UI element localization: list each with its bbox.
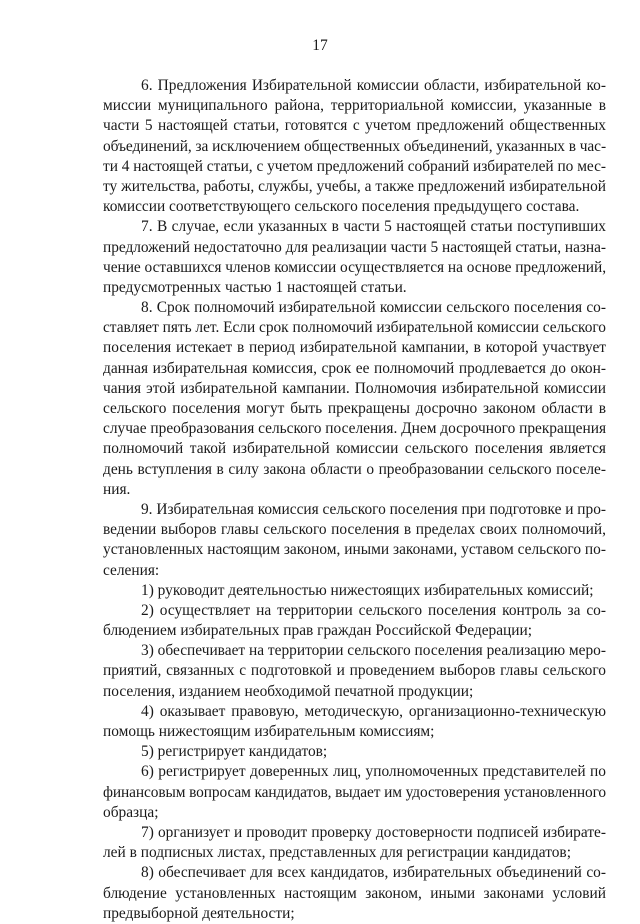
text-line: 6. Предложения Избирательной комиссии области, избирательной ко- [141,77,606,94]
text-line: 7. В случае, если указанных в части 5 настоящей статьи поступивших [141,218,606,236]
text-line: ту жительства, работы, службы, учебы, а также предложений избирательной [103,177,606,195]
text-line: чания этой избирательной кампании. Полномочия избирательной комиссии [103,379,606,397]
text-line: объединений, за исключением общественных объединений, указанных в час- [103,137,607,155]
text-line: миссии муниципального района, территориальной комиссии, указанные в [103,97,606,115]
text-line: приятий, связанных с подготовкой и проведением выборов главы сельского [103,662,606,680]
text-line: предусмотренных частью 1 настоящей статьи. [103,278,407,296]
text-line: ти 4 настоящей статьи, с учетом предложений собраний избирателей по мес- [103,157,607,175]
text-line: блюдение установленных настоящим законом, иными законами условий [103,884,606,902]
text-line: лей в подписных листах, представленных для регистрации кандидатов; [103,844,571,862]
text-line: установленных настоящим законом, иными законами, уставом сельского по- [103,541,606,559]
text-line: 8. Срок полномочий избирательной комиссии сельского поселения со- [141,299,606,317]
text-line: финансовым вопросам кандидатов, выдает им удостоверения установленного [103,783,606,801]
text-line: 1) руководит деятельностью нижестоящих избирательных комиссий; [141,581,594,599]
text-line: предвыборной деятельности; [103,904,295,922]
page-number: 17 [312,37,328,54]
text-line: образца; [103,803,159,821]
text-line: 5) регистрирует кандидатов; [141,743,328,761]
text-line: данная избирательная комиссия, срок ее полномочий продлевается до окон- [103,359,606,377]
text-line: ния. [103,480,131,498]
text-line: 7) организует и проводит проверку достоверности подписей избирате- [141,823,606,841]
text-line: 6) регистрирует доверенных лиц, уполномоченных представителей по [141,763,606,781]
text-line: сельского поселения могут быть прекращены досрочно законом области в [103,400,606,417]
text-line: помощь нижестоящим избирательным комиссиям; [103,723,435,740]
text-line: день вступления в силу закона области о преобразовании сельского поселе- [103,460,606,478]
text-line: поселения, изданием необходимой печатной продукции; [103,682,474,700]
text-line: 3) обеспечивает на территории сельского поселения реализацию меро- [141,642,606,660]
text-line: 2) осуществляет на территории сельского поселения контроль за со- [141,601,606,619]
text-line: 4) оказывает правовую, методическую, организационно-техническую [141,702,606,720]
text-line: чение оставшихся членов комиссии осуществляется на основе предложений, [103,258,607,276]
text-line: предложений недостаточно для реализации части 5 настоящей статьи, назна- [103,238,607,256]
text-line: 8) обеспечивает для всех кандидатов, избирательных объединений со- [141,864,606,882]
text-line: случае преобразования сельского поселения. Днем досрочного прекращения [103,420,607,438]
text-line: полномочий такой избирательной комиссии сельского поселения является [103,440,606,458]
text-line: части 5 настоящей статьи, готовятся с учетом предложений общественных [103,117,606,135]
text-line: ведении выборов главы сельского поселения в пределах своих полномочий, [103,521,606,539]
text-line: блюдением избирательных прав граждан Российской Федерации; [103,622,533,640]
text-line: селения: [103,561,160,579]
text-line: поселения истекает в период избирательной кампании, в которой участвует [103,339,606,357]
document-body [103,76,606,924]
text-line: ставляет пять лет. Если срок полномочий избирательной комиссии сельского [103,319,606,337]
text-line: 9. Избирательная комиссия сельского поселения при подготовке и про- [141,500,606,518]
text-line: комиссии соответствующего сельского поселения предыдущего состава. [103,198,580,216]
